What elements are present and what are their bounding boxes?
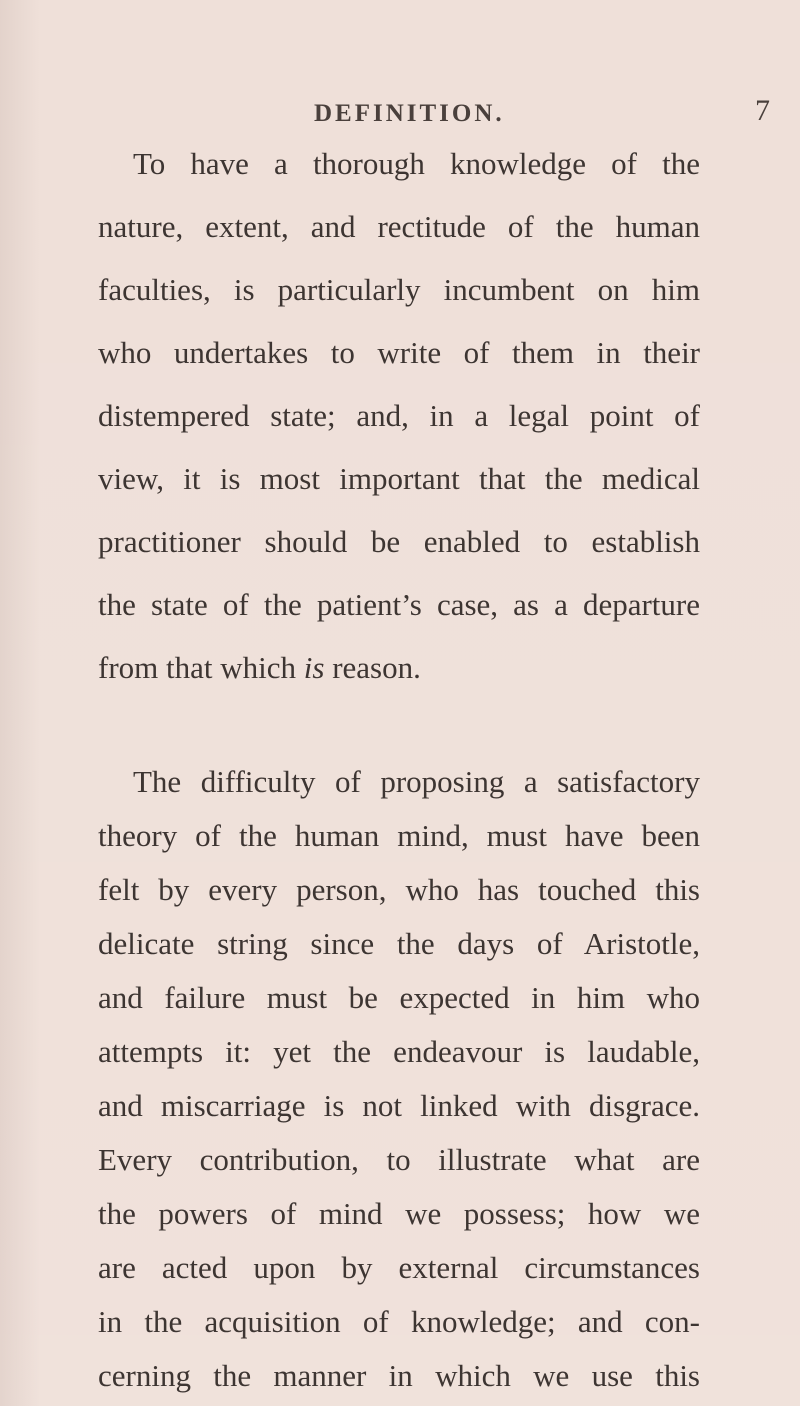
text-run: from that which <box>98 650 304 685</box>
text-line: the state of the patient’s case, as a departure <box>98 587 700 622</box>
text-line: Every contribution, to illustrate what are <box>98 1142 700 1177</box>
text-line-last <box>98 646 700 690</box>
text-line: and failure must be expected in him who <box>98 980 700 1015</box>
text-line: To have a thorough knowledge of the <box>133 146 700 181</box>
running-head <box>0 94 800 140</box>
text-line: are acted upon by external circumstances <box>98 1250 700 1285</box>
text-line: delicate string since the days of Aristotle, <box>98 926 700 961</box>
text-line: the powers of mind we possess; how we <box>98 1196 700 1231</box>
text-line: faculties, is particularly incumbent on him <box>98 272 700 307</box>
running-head-title: DEFINITION. <box>314 100 505 127</box>
emphasized-word: is <box>303 650 325 685</box>
text-line: nature, extent, and rectitude of the human <box>98 209 700 244</box>
text-line: attempts it: yet the endeavour is laudable, <box>98 1034 700 1069</box>
text-line: in the acquisition of knowledge; and con- <box>98 1304 700 1339</box>
text-line: view, it is most important that the medical <box>98 461 700 496</box>
text-line: theory of the human mind, must have been <box>98 818 700 853</box>
text-line: felt by every person, who has touched this <box>98 872 700 907</box>
text-line: and miscarriage is not linked with disgrace. <box>98 1088 700 1123</box>
text-run: reason. <box>324 650 421 685</box>
text-line: cerning the manner in which we use this <box>98 1358 700 1393</box>
text-line: practitioner should be enabled to establish <box>98 524 700 559</box>
text-line: who undertakes to write of them in their <box>98 335 700 370</box>
text-line: distempered state; and, in a legal point of <box>98 398 700 433</box>
page-number: 7 <box>755 94 770 127</box>
text-line: The difficulty of proposing a satisfactory <box>133 764 700 799</box>
